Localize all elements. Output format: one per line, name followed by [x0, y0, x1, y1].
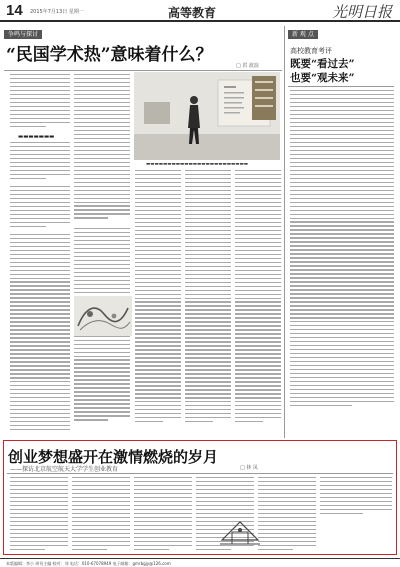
- divider: [4, 70, 282, 71]
- page-number: 14: [6, 2, 23, 19]
- body-text-placeholder: [290, 90, 394, 420]
- divider: [7, 473, 393, 474]
- photo-caption-placeholder: ▬▬▬▬▬▬▬▬▬▬▬▬▬▬▬▬▬▬▬▬▬▬▬▬: [146, 162, 249, 167]
- body-text-placeholder: [72, 477, 130, 552]
- campus-illustration-art: [218, 514, 262, 548]
- campus-illustration: [218, 514, 262, 548]
- body-text-placeholder: [135, 170, 181, 432]
- feature-byline: □ 林 凤: [240, 465, 258, 471]
- body-text-placeholder: [320, 477, 392, 517]
- body-text-placeholder: [10, 477, 68, 552]
- body-text-placeholder: [10, 74, 70, 132]
- main-byline: □ 洪 波浪: [236, 63, 259, 69]
- painting-illustration: [74, 296, 132, 336]
- masthead: [0, 0, 400, 22]
- feature-subheadline: ——探访北京航空航天大学学生创业教育: [10, 466, 119, 473]
- column-divider: [284, 26, 285, 438]
- sidebar-headline-line2: 也要“观未来”: [290, 72, 355, 84]
- divider: [288, 86, 394, 87]
- body-subhead-placeholder: ▬▬▬▬▬▬▬: [18, 134, 55, 140]
- column-tag-main: 争鸣与探讨: [4, 30, 42, 39]
- exhibition-photo: [134, 72, 280, 160]
- body-text-placeholder: [10, 142, 70, 432]
- body-text-placeholder: [185, 170, 231, 432]
- main-headline: “民国学术热”意味着什么？: [6, 45, 213, 65]
- column-tag-sidebar: 新 观 点: [288, 30, 318, 39]
- exhibition-photo-art: [134, 72, 280, 160]
- issue-date: 2015年7月13日 星期一: [30, 9, 84, 15]
- body-text-placeholder: [134, 477, 192, 552]
- feature-headline: 创业梦想盛开在激情燃烧的岁月: [8, 448, 219, 466]
- body-text-placeholder: [74, 74, 130, 224]
- newspaper-logo: 光明日报: [331, 3, 392, 21]
- sidebar-headline-line1: 既要“看过去”: [290, 58, 355, 70]
- page-footer: 本版编辑：李小 周刊主编 校对：刘 电话：010-67078949 电子邮箱：gmrbgjy@126.com: [0, 558, 400, 567]
- body-text-placeholder: [235, 170, 281, 432]
- sidebar-kicker: 高校教育考评: [290, 47, 332, 55]
- body-text-placeholder: [258, 477, 316, 552]
- section-title: 高等教育: [168, 6, 217, 20]
- painting-illustration-art: [74, 296, 132, 336]
